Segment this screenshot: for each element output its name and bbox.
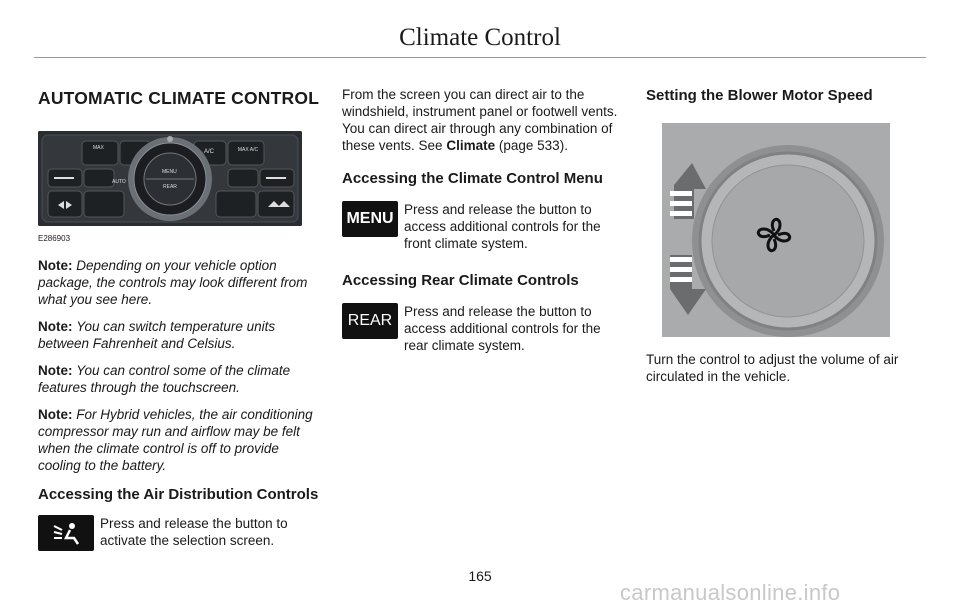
blower-dial-drawing xyxy=(662,123,890,337)
header-rule xyxy=(34,57,926,58)
page-number: 165 xyxy=(468,568,492,584)
section-heading: AUTOMATIC CLIMATE CONTROL xyxy=(38,88,320,108)
blower-text: Turn the control to adjust the volume of air circulated in the vehicle. xyxy=(646,352,899,384)
column-middle xyxy=(342,82,622,354)
climate-link[interactable]: Climate xyxy=(446,138,496,153)
intro-paragraph: From the screen you can direct air to the windshield, instrument panel or footwell vents. You can direct air through any combination of these vents. See Climate (page 533). xyxy=(342,87,618,153)
panel-label-rear: REAR xyxy=(163,184,177,190)
menu-button-icon: MENU xyxy=(342,201,398,237)
climate-panel-drawing xyxy=(38,131,302,226)
rear-text: Press and release the button to access additional controls for the rear climate system. xyxy=(404,304,601,353)
rear-button-icon: REAR xyxy=(342,303,398,339)
air-distribution-text: Press and release the button to activate the selection screen. xyxy=(100,516,288,548)
panel-label-max-defrost: MAX xyxy=(93,145,104,151)
blower-control-illustration xyxy=(662,123,890,337)
panel-label-menu: MENU xyxy=(162,169,177,175)
menu-row xyxy=(342,201,622,252)
page-title: Climate Control xyxy=(399,24,561,51)
air-distribution-icon xyxy=(38,515,94,551)
note-1: Note: Depending on your vehicle option package, the controls may look different from what you see here. xyxy=(38,258,308,307)
note-4: Note: For Hybrid vehicles, the air conditioning compressor may run and airflow may be felt when the climate control is off to provide cooling to the battery. xyxy=(38,407,313,473)
panel-label-auto: AUTO xyxy=(112,179,126,185)
rear-heading: Accessing Rear Climate Controls xyxy=(342,272,579,289)
menu-heading: Accessing the Climate Control Menu xyxy=(342,170,603,187)
note-3: Note: You can control some of the climate features through the touchscreen. xyxy=(38,363,291,395)
air-distribution-row xyxy=(38,515,320,551)
climate-panel-illustration xyxy=(38,131,302,226)
watermark: carmanualsonline.info xyxy=(620,580,841,605)
rear-row xyxy=(342,303,622,354)
note-2: Note: You can switch temperature units between Fahrenheit and Celsius. xyxy=(38,319,276,351)
air-distribution-heading: Accessing the Air Distribution Controls xyxy=(38,486,319,503)
column-right xyxy=(646,82,926,385)
blower-heading: Setting the Blower Motor Speed xyxy=(646,87,873,104)
menu-text: Press and release the button to access additional controls for the front climate system. xyxy=(404,202,601,251)
column-left xyxy=(38,82,320,551)
panel-label-max-ac: MAX A/C xyxy=(237,147,259,153)
figure-id: E286903 xyxy=(38,234,71,243)
panel-label-ac: A/C xyxy=(204,149,215,155)
